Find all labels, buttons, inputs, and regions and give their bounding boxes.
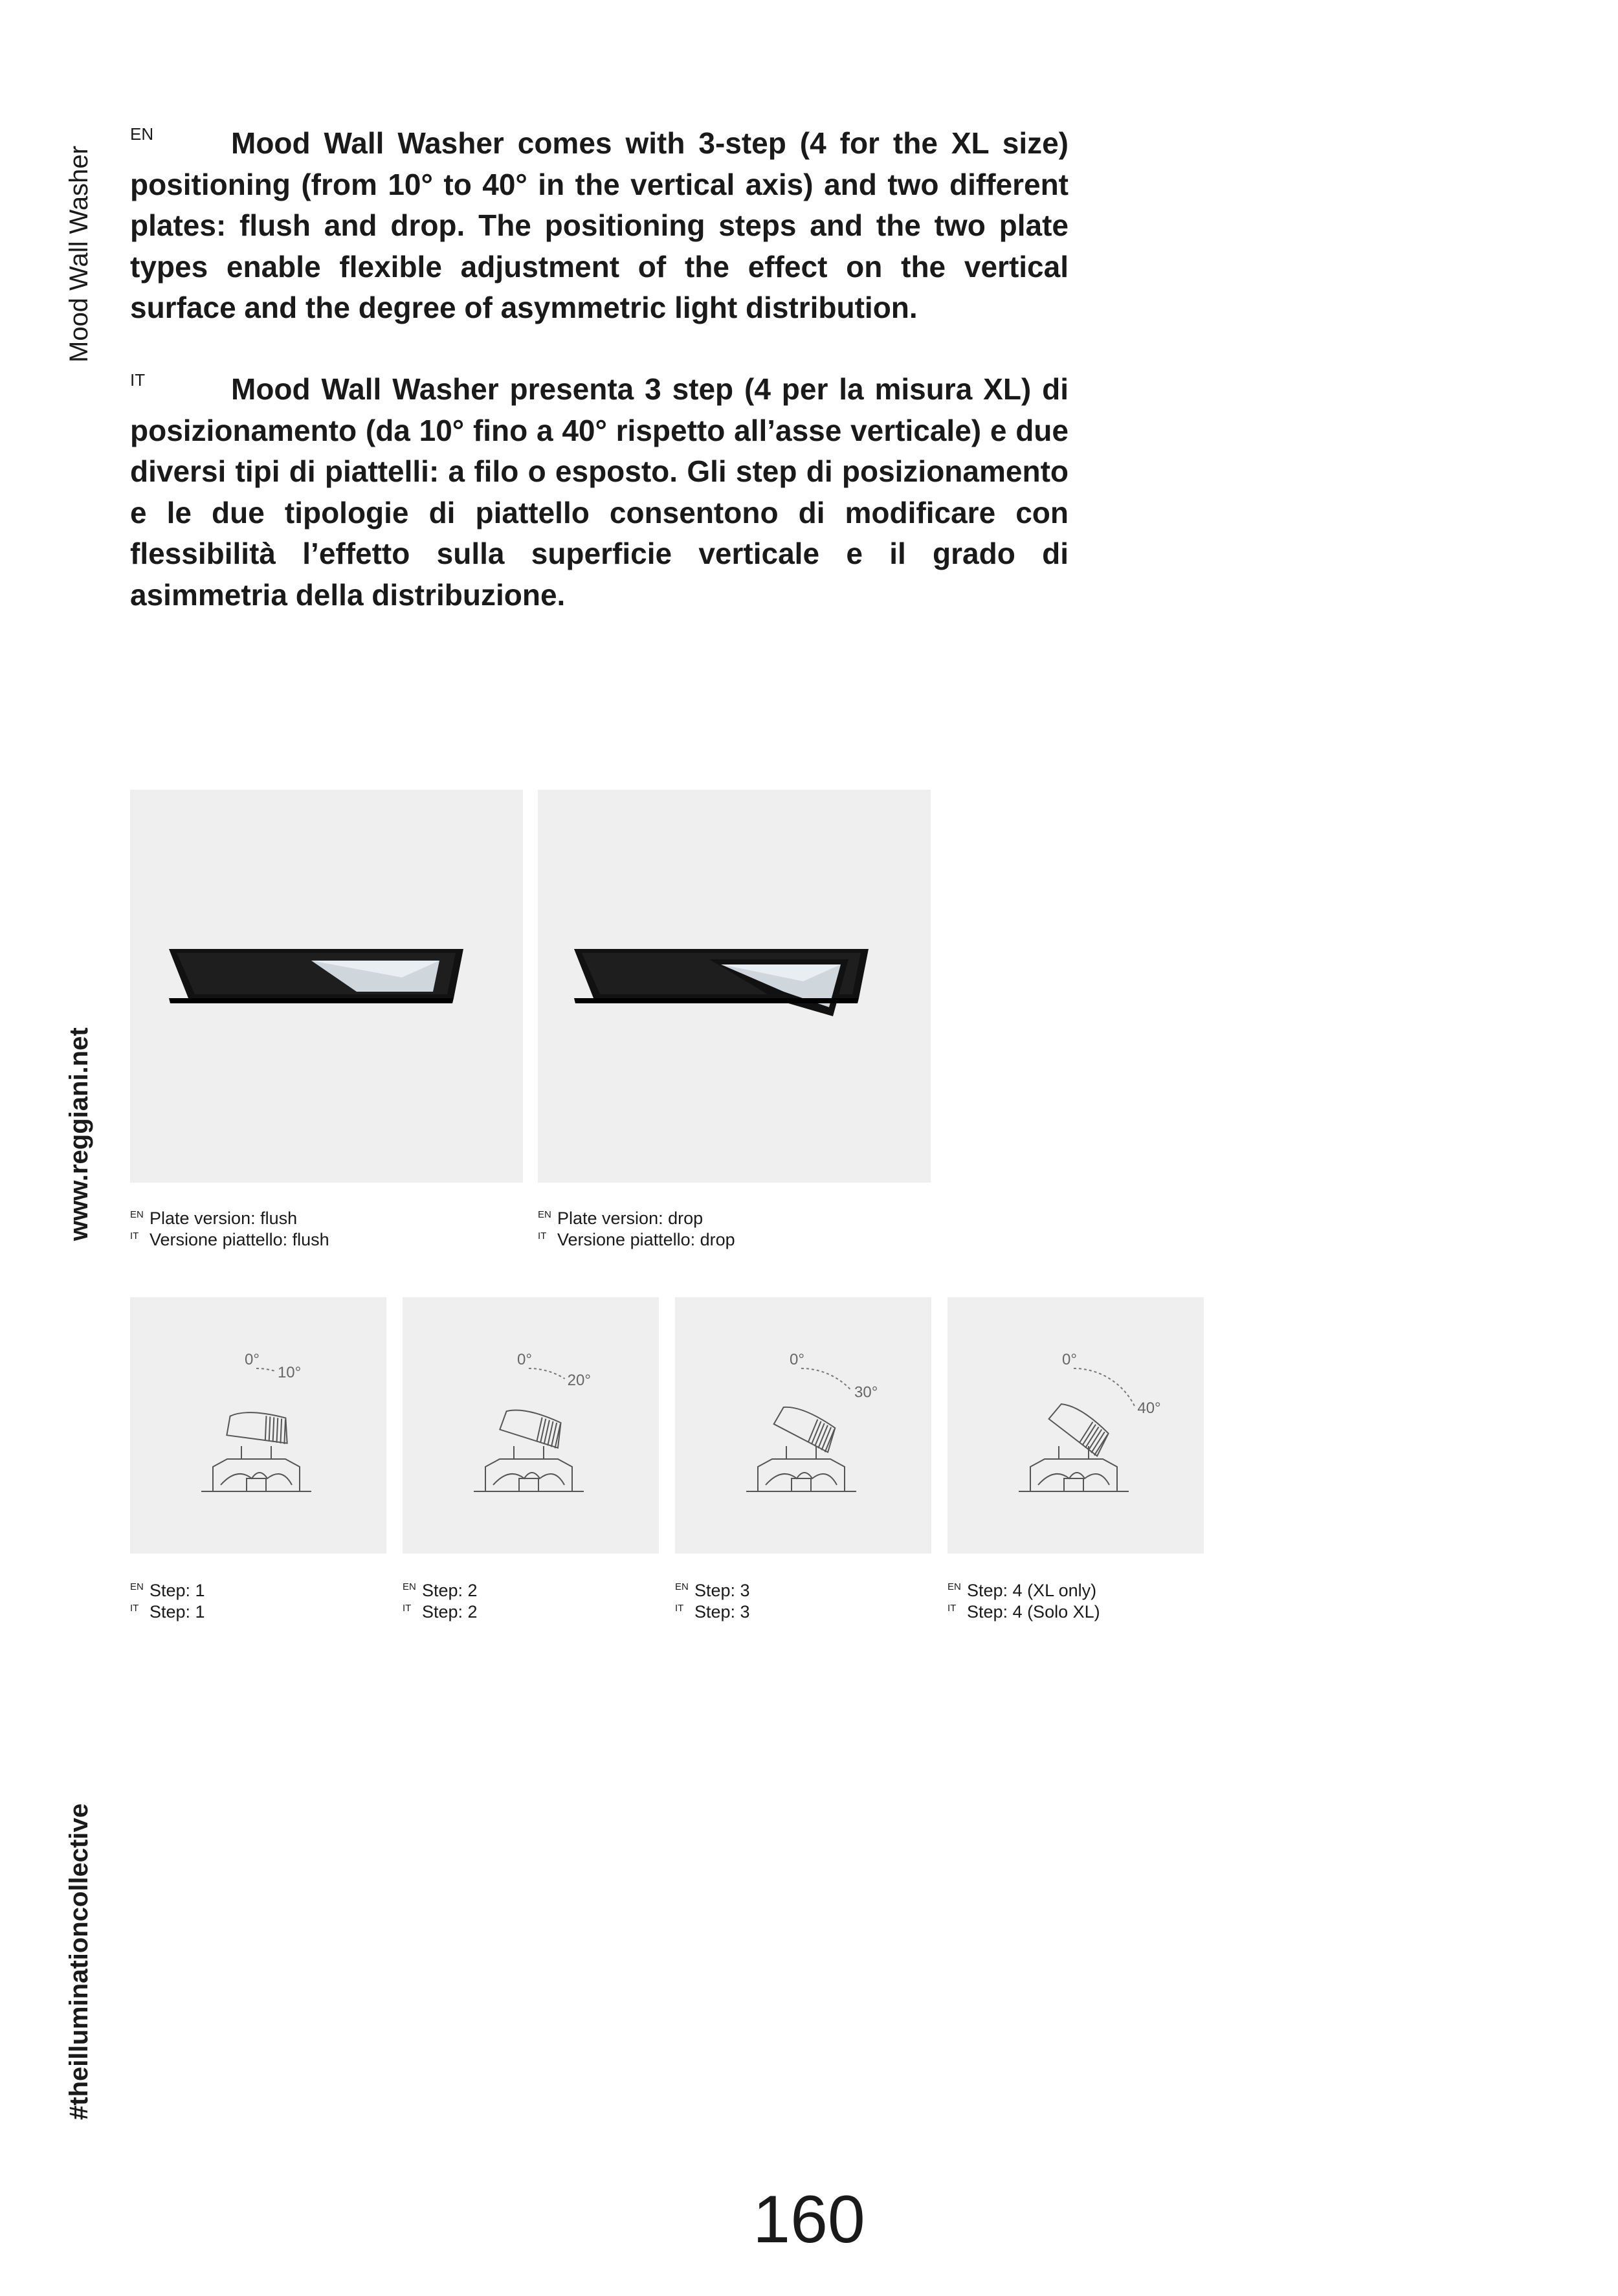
plate-drop-caption [538, 1208, 735, 1251]
angle-end-label: 20° [567, 1371, 591, 1389]
angle-end-label: 10° [277, 1364, 302, 1382]
step-4-diagram [948, 1297, 1204, 1554]
sidebar-url-link[interactable]: www.reggiani.net [65, 1027, 93, 1241]
angle-arc [529, 1368, 565, 1379]
step-3-caption [675, 1580, 750, 1623]
lang-label: EN [948, 1581, 961, 1592]
sidebar-title: Mood Wall Washer [65, 146, 93, 362]
plate-drop-photo [538, 790, 931, 1183]
intro-paragraph-en [130, 123, 1069, 329]
lang-label: EN [130, 1581, 144, 1592]
drop-luminaire-illustration [538, 790, 931, 1183]
angle-start-label: 0° [790, 1351, 804, 1368]
caption-en: Plate version: flush [150, 1209, 298, 1228]
angle-start-label: 0° [245, 1351, 260, 1368]
step-caption-it: Step: 2 [422, 1602, 478, 1622]
step-caption-en: Step: 2 [422, 1581, 478, 1600]
step-caption-en: Step: 3 [694, 1581, 750, 1600]
step-1-caption [130, 1580, 205, 1623]
step-4-caption [948, 1580, 1100, 1623]
caption-it: Versione piattello: flush [150, 1230, 329, 1249]
step-4-svg [948, 1297, 1204, 1554]
luminaire-section-drawing [201, 1408, 311, 1491]
step-2-caption [403, 1580, 478, 1623]
luminaire-section-drawing [1019, 1398, 1129, 1491]
tilted-light-head [227, 1408, 291, 1446]
step-2-svg [403, 1297, 659, 1554]
intro-text-it: Mood Wall Washer presenta 3 step (4 per la misura XL) di posizionamento (da 10° fino a 40° rispetto all’asse verticale) e due diversi tipi di piattelli: a filo o esposto. Gli step di posizionamento e le due tipologie di piattello consentono di modificare con flessibilità l’effetto sulla superficie verticale e il grado di asimmetria della distribuzione. [130, 372, 1069, 612]
angle-end-label: 40° [1137, 1399, 1161, 1417]
lang-label: IT [538, 1231, 547, 1242]
sidebar-hashtag: #theilluminationcollective [65, 1803, 93, 2120]
lang-label-it: IT [130, 370, 146, 390]
plate-flush-caption [130, 1208, 329, 1251]
step-2-diagram [403, 1297, 659, 1554]
lang-label: EN [538, 1209, 551, 1220]
step-3-diagram [675, 1297, 931, 1554]
intro-text-en: Mood Wall Washer comes with 3-step (4 for the XL size) positioning (from 10° to 40° in the vertical axis) and two different plates: flush and drop. The positioning steps and the two plate types enable flexible adjustment of the effect on the vertical surface and the degree of asymmetric light distribution. [130, 126, 1069, 324]
luminaire-section-drawing [746, 1400, 856, 1491]
step-1-diagram [130, 1297, 386, 1554]
tilted-light-head [774, 1400, 841, 1455]
step-caption-it: Step: 1 [150, 1602, 205, 1622]
step-caption-it: Step: 3 [694, 1602, 750, 1622]
lang-label: IT [130, 1603, 139, 1614]
plate-flush-photo [130, 790, 523, 1183]
lang-label-en: EN [130, 124, 154, 144]
angle-start-label: 0° [517, 1351, 532, 1368]
lang-label: EN [675, 1581, 689, 1592]
angle-end-label: 30° [854, 1383, 878, 1401]
caption-it: Versione piattello: drop [557, 1230, 735, 1249]
tilted-light-head [500, 1403, 566, 1451]
luminaire-section-drawing [474, 1403, 584, 1491]
angle-arc [1074, 1368, 1135, 1407]
lang-label: IT [403, 1603, 412, 1614]
lang-label: IT [948, 1603, 957, 1614]
lang-label: IT [130, 1231, 139, 1242]
angle-arc [801, 1368, 852, 1391]
lang-label: EN [403, 1581, 416, 1592]
angle-start-label: 0° [1062, 1351, 1077, 1368]
flush-luminaire-illustration [130, 790, 523, 1183]
step-3-svg [675, 1297, 931, 1554]
lang-label: IT [675, 1603, 684, 1614]
angle-arc [256, 1368, 275, 1371]
step-caption-en: Step: 4 (XL only) [967, 1581, 1097, 1600]
caption-en: Plate version: drop [557, 1209, 704, 1228]
step-caption-it: Step: 4 (Solo XL) [967, 1602, 1100, 1622]
step-caption-en: Step: 1 [150, 1581, 205, 1600]
intro-paragraph-it [130, 369, 1069, 616]
lang-label: EN [130, 1209, 144, 1220]
step-1-svg [130, 1297, 386, 1554]
page-number: 160 [753, 2182, 865, 2257]
